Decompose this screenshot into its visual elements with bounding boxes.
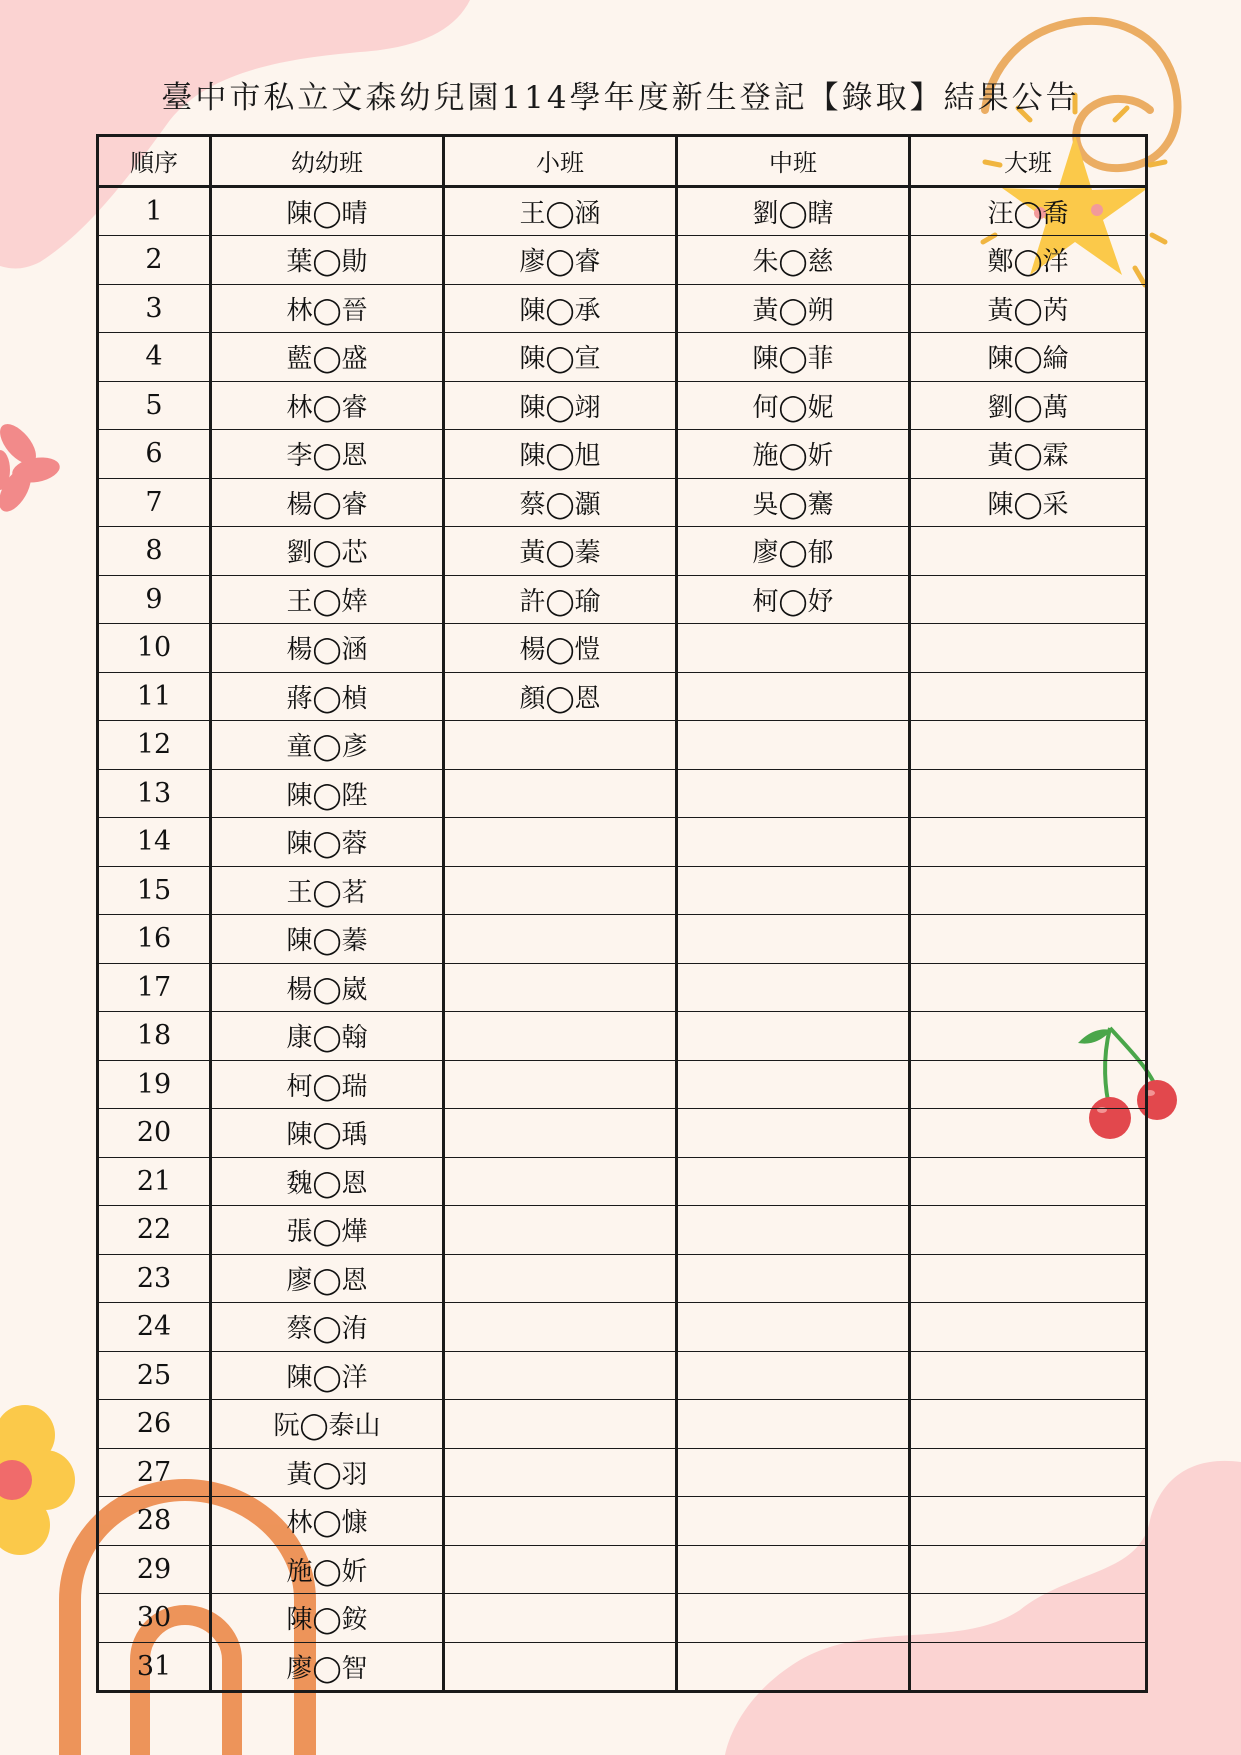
- cell-senior-class: [910, 1012, 1147, 1061]
- table-row: [98, 1351, 1147, 1400]
- cell-middle-class: [677, 769, 910, 818]
- cell-junior-class: [444, 1303, 677, 1352]
- cell-order: 1: [98, 186, 211, 236]
- table-row: [98, 1109, 1147, 1158]
- cell-senior-class: 鄭◯洋: [910, 236, 1147, 285]
- cell-junior-class: [444, 1351, 677, 1400]
- table-row: [98, 1642, 1147, 1692]
- table-row: [98, 1254, 1147, 1303]
- cell-senior-class: [910, 672, 1147, 721]
- cell-senior-class: [910, 1594, 1147, 1643]
- cell-toddler-class: 陳◯瑀: [211, 1109, 444, 1158]
- cell-order: 14: [98, 818, 211, 867]
- table-row: [98, 963, 1147, 1012]
- cell-middle-class: [677, 1594, 910, 1643]
- cell-order: 16: [98, 915, 211, 964]
- flower-icon-bottom-left: [0, 1405, 75, 1555]
- cell-junior-class: 蔡◯灝: [444, 478, 677, 527]
- cell-junior-class: [444, 818, 677, 867]
- cell-senior-class: [910, 1545, 1147, 1594]
- table-row: [98, 575, 1147, 624]
- cell-junior-class: [444, 721, 677, 770]
- cell-order: 11: [98, 672, 211, 721]
- cell-middle-class: 黃◯朔: [677, 284, 910, 333]
- cell-junior-class: [444, 769, 677, 818]
- cell-toddler-class: 藍◯盛: [211, 333, 444, 382]
- cell-senior-class: 汪◯喬: [910, 186, 1147, 236]
- cell-middle-class: [677, 1497, 910, 1546]
- table-row: [98, 915, 1147, 964]
- cell-middle-class: 朱◯慈: [677, 236, 910, 285]
- column-header-junior-class: 小班: [444, 136, 677, 187]
- table-row: [98, 624, 1147, 673]
- table-row: [98, 236, 1147, 285]
- table-header-row: [98, 136, 1147, 187]
- cell-junior-class: 黃◯蓁: [444, 527, 677, 576]
- cell-order: 2: [98, 236, 211, 285]
- table-row: [98, 1594, 1147, 1643]
- table-row: [98, 1206, 1147, 1255]
- cell-toddler-class: 陳◯晴: [211, 186, 444, 236]
- cell-senior-class: 劉◯萬: [910, 381, 1147, 430]
- cell-order: 10: [98, 624, 211, 673]
- cell-middle-class: [677, 1303, 910, 1352]
- cell-junior-class: [444, 1545, 677, 1594]
- cell-middle-class: [677, 963, 910, 1012]
- cell-order: 30: [98, 1594, 211, 1643]
- cell-order: 22: [98, 1206, 211, 1255]
- cell-order: 7: [98, 478, 211, 527]
- cell-senior-class: [910, 1497, 1147, 1546]
- cell-middle-class: [677, 1254, 910, 1303]
- table-row: [98, 1060, 1147, 1109]
- cell-middle-class: [677, 1448, 910, 1497]
- cell-toddler-class: 廖◯恩: [211, 1254, 444, 1303]
- cell-junior-class: [444, 1254, 677, 1303]
- cell-middle-class: [677, 1642, 910, 1692]
- cell-junior-class: [444, 1642, 677, 1692]
- table-body: [98, 186, 1147, 1692]
- cell-middle-class: [677, 818, 910, 867]
- table-row: [98, 527, 1147, 576]
- cell-senior-class: [910, 1254, 1147, 1303]
- column-header-senior-class: 大班: [910, 136, 1147, 187]
- cell-toddler-class: 廖◯智: [211, 1642, 444, 1692]
- table-row: [98, 478, 1147, 527]
- cell-toddler-class: 王◯茗: [211, 866, 444, 915]
- cell-order: 28: [98, 1497, 211, 1546]
- table-row: [98, 769, 1147, 818]
- cell-order: 25: [98, 1351, 211, 1400]
- cell-senior-class: 陳◯綸: [910, 333, 1147, 382]
- table-row: [98, 818, 1147, 867]
- table-row: [98, 1303, 1147, 1352]
- table-row: [98, 866, 1147, 915]
- cell-senior-class: [910, 1448, 1147, 1497]
- cell-order: 15: [98, 866, 211, 915]
- admission-results-table: [96, 134, 1148, 1693]
- table-row: [98, 672, 1147, 721]
- cell-middle-class: 陳◯菲: [677, 333, 910, 382]
- table-row: [98, 284, 1147, 333]
- table-row: [98, 1497, 1147, 1546]
- cell-middle-class: 廖◯郁: [677, 527, 910, 576]
- cell-middle-class: [677, 672, 910, 721]
- cell-order: 6: [98, 430, 211, 479]
- cell-junior-class: 許◯瑜: [444, 575, 677, 624]
- flower-icon-left: [0, 418, 62, 517]
- cell-toddler-class: 楊◯睿: [211, 478, 444, 527]
- column-header-toddler-class: 幼幼班: [211, 136, 444, 187]
- cell-order: 20: [98, 1109, 211, 1158]
- cell-order: 18: [98, 1012, 211, 1061]
- column-header-middle-class: 中班: [677, 136, 910, 187]
- cell-toddler-class: 葉◯勛: [211, 236, 444, 285]
- table-row: [98, 1400, 1147, 1449]
- cell-senior-class: [910, 1642, 1147, 1692]
- cell-toddler-class: 張◯燁: [211, 1206, 444, 1255]
- cell-order: 23: [98, 1254, 211, 1303]
- cell-middle-class: 施◯妡: [677, 430, 910, 479]
- table-row: [98, 1545, 1147, 1594]
- table-row: [98, 381, 1147, 430]
- cell-toddler-class: 陳◯蓉: [211, 818, 444, 867]
- cell-order: 12: [98, 721, 211, 770]
- table-row: [98, 1448, 1147, 1497]
- cell-junior-class: [444, 1109, 677, 1158]
- cell-toddler-class: 陳◯陞: [211, 769, 444, 818]
- cell-toddler-class: 陳◯銨: [211, 1594, 444, 1643]
- cell-middle-class: 劉◯瞎: [677, 186, 910, 236]
- cell-middle-class: [677, 1351, 910, 1400]
- cell-toddler-class: 蔣◯楨: [211, 672, 444, 721]
- cell-toddler-class: 劉◯芯: [211, 527, 444, 576]
- cell-order: 29: [98, 1545, 211, 1594]
- cell-toddler-class: 柯◯瑞: [211, 1060, 444, 1109]
- cell-order: 4: [98, 333, 211, 382]
- cell-toddler-class: 施◯妡: [211, 1545, 444, 1594]
- cell-senior-class: [910, 1206, 1147, 1255]
- cell-middle-class: [677, 1012, 910, 1061]
- cell-middle-class: [677, 1109, 910, 1158]
- cell-toddler-class: 林◯晉: [211, 284, 444, 333]
- cell-junior-class: [444, 963, 677, 1012]
- column-header-order: 順序: [98, 136, 211, 187]
- cell-junior-class: [444, 866, 677, 915]
- cell-middle-class: [677, 1157, 910, 1206]
- cell-order: 9: [98, 575, 211, 624]
- cell-toddler-class: 童◯彥: [211, 721, 444, 770]
- cell-senior-class: [910, 963, 1147, 1012]
- cell-middle-class: 柯◯妤: [677, 575, 910, 624]
- cell-junior-class: 陳◯翊: [444, 381, 677, 430]
- cell-toddler-class: 阮◯泰山: [211, 1400, 444, 1449]
- cell-toddler-class: 林◯慷: [211, 1497, 444, 1546]
- cell-toddler-class: 楊◯涵: [211, 624, 444, 673]
- cell-junior-class: [444, 1497, 677, 1546]
- cell-junior-class: 王◯涵: [444, 186, 677, 236]
- cell-senior-class: [910, 1303, 1147, 1352]
- cell-order: 8: [98, 527, 211, 576]
- cell-junior-class: [444, 915, 677, 964]
- cell-senior-class: [910, 1400, 1147, 1449]
- cell-order: 17: [98, 963, 211, 1012]
- cell-toddler-class: 林◯睿: [211, 381, 444, 430]
- table-row: [98, 186, 1147, 236]
- cell-order: 21: [98, 1157, 211, 1206]
- cell-senior-class: [910, 1351, 1147, 1400]
- cell-order: 26: [98, 1400, 211, 1449]
- cell-middle-class: [677, 915, 910, 964]
- cell-toddler-class: 康◯翰: [211, 1012, 444, 1061]
- table-row: [98, 333, 1147, 382]
- cell-senior-class: 黃◯芮: [910, 284, 1147, 333]
- cell-toddler-class: 魏◯恩: [211, 1157, 444, 1206]
- cell-toddler-class: 黃◯羽: [211, 1448, 444, 1497]
- cell-order: 3: [98, 284, 211, 333]
- cell-junior-class: 廖◯睿: [444, 236, 677, 285]
- table-row: [98, 721, 1147, 770]
- cell-junior-class: 楊◯愷: [444, 624, 677, 673]
- cell-middle-class: [677, 1545, 910, 1594]
- cell-senior-class: [910, 818, 1147, 867]
- cell-senior-class: [910, 1157, 1147, 1206]
- cell-junior-class: [444, 1157, 677, 1206]
- cell-senior-class: [910, 1109, 1147, 1158]
- cell-senior-class: 陳◯采: [910, 478, 1147, 527]
- cell-senior-class: [910, 721, 1147, 770]
- cell-toddler-class: 王◯婞: [211, 575, 444, 624]
- cell-middle-class: [677, 1400, 910, 1449]
- cell-senior-class: [910, 624, 1147, 673]
- cell-middle-class: [677, 1206, 910, 1255]
- cell-senior-class: [910, 575, 1147, 624]
- cell-toddler-class: 李◯恩: [211, 430, 444, 479]
- cell-junior-class: [444, 1594, 677, 1643]
- cell-order: 31: [98, 1642, 211, 1692]
- cell-senior-class: [910, 915, 1147, 964]
- cell-order: 5: [98, 381, 211, 430]
- cell-order: 27: [98, 1448, 211, 1497]
- cell-toddler-class: 楊◯崴: [211, 963, 444, 1012]
- cell-middle-class: [677, 721, 910, 770]
- cell-middle-class: 吳◯騫: [677, 478, 910, 527]
- cell-senior-class: 黃◯霖: [910, 430, 1147, 479]
- cell-middle-class: [677, 624, 910, 673]
- cell-junior-class: [444, 1448, 677, 1497]
- cell-junior-class: 顏◯恩: [444, 672, 677, 721]
- cell-junior-class: [444, 1206, 677, 1255]
- table-row: [98, 1012, 1147, 1061]
- cell-order: 19: [98, 1060, 211, 1109]
- page-title: 臺中市私立文森幼兒園114學年度新生登記【錄取】結果公告: [161, 80, 1080, 116]
- cell-middle-class: [677, 1060, 910, 1109]
- cell-toddler-class: 蔡◯洧: [211, 1303, 444, 1352]
- table-row: [98, 430, 1147, 479]
- cell-senior-class: [910, 866, 1147, 915]
- cell-junior-class: 陳◯承: [444, 284, 677, 333]
- cell-middle-class: [677, 866, 910, 915]
- cell-junior-class: [444, 1060, 677, 1109]
- cell-middle-class: 何◯妮: [677, 381, 910, 430]
- cell-toddler-class: 陳◯洋: [211, 1351, 444, 1400]
- cell-order: 24: [98, 1303, 211, 1352]
- cell-junior-class: 陳◯宣: [444, 333, 677, 382]
- cell-order: 13: [98, 769, 211, 818]
- table-row: [98, 1157, 1147, 1206]
- cell-toddler-class: 陳◯蓁: [211, 915, 444, 964]
- cell-senior-class: [910, 527, 1147, 576]
- cell-senior-class: [910, 769, 1147, 818]
- cell-senior-class: [910, 1060, 1147, 1109]
- cell-junior-class: [444, 1400, 677, 1449]
- cell-junior-class: 陳◯旭: [444, 430, 677, 479]
- cell-junior-class: [444, 1012, 677, 1061]
